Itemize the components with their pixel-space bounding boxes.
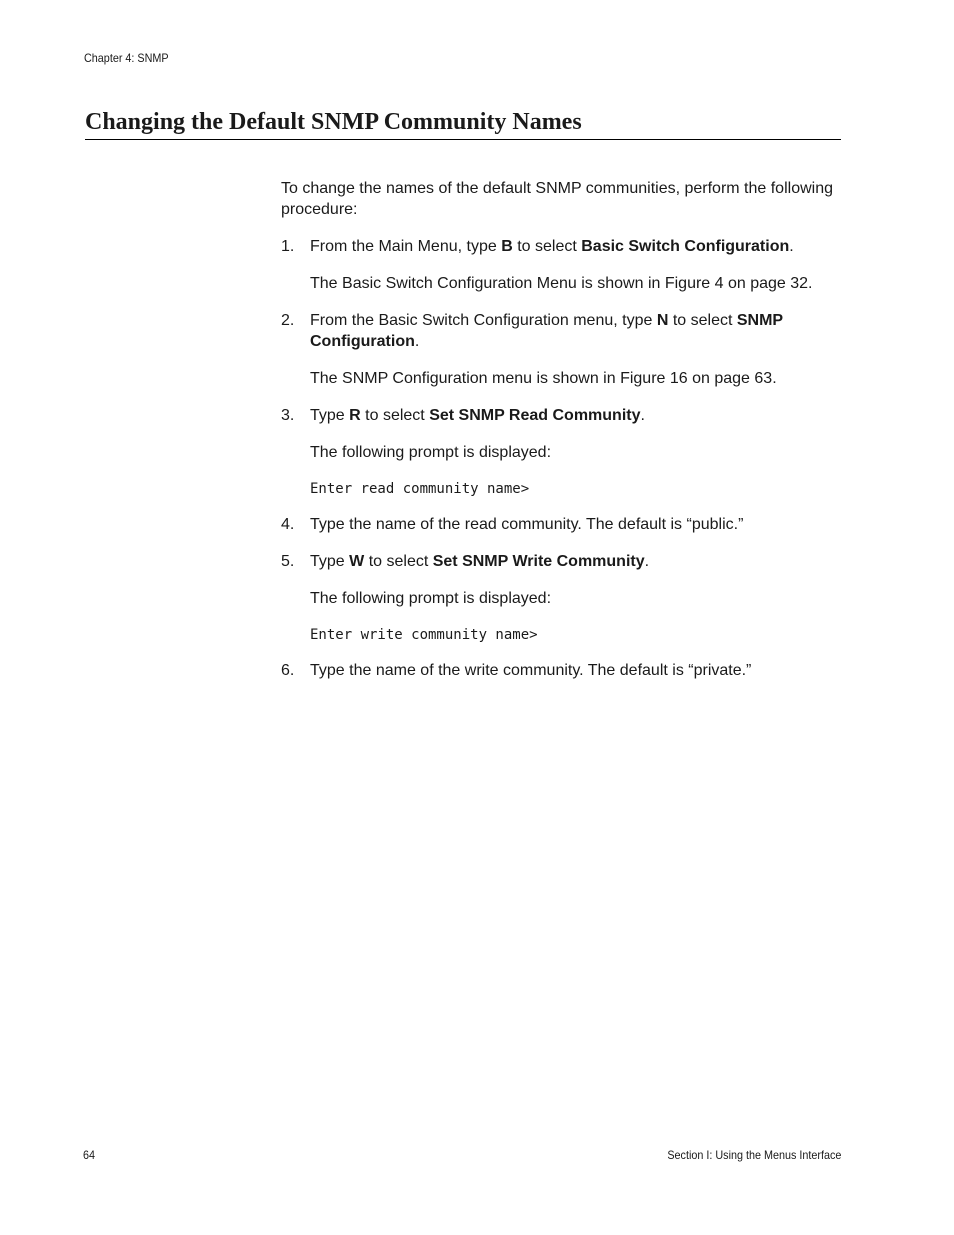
step-number: 2.	[281, 312, 295, 329]
procedure-body	[281, 178, 841, 697]
intro-paragraph: To change the names of the default SNMP communities, perform the following procedure:	[281, 180, 833, 218]
step-note: The SNMP Configuration menu is shown in Figure 16 on page 63.	[310, 370, 777, 387]
step-instruction: From the Basic Switch Configuration menu, type N to select SNMP Configuration.	[310, 312, 783, 350]
menu-option: Set SNMP Write Community	[432, 553, 645, 570]
prompt-code: Enter write community name>	[310, 627, 538, 643]
step-instruction: Type the name of the write community. The default is “private.”	[310, 662, 752, 679]
footer-section: Section I: Using the Menus Interface	[666, 1148, 841, 1162]
menu-key: B	[501, 238, 513, 255]
page-number: 64	[83, 1148, 96, 1162]
menu-option: SNMP Configuration	[310, 312, 783, 350]
section-title: Changing the Default SNMP Community Names	[85, 107, 841, 140]
step-number: 4.	[281, 516, 295, 533]
running-header: Chapter 4: SNMP	[84, 51, 169, 65]
step-2	[281, 310, 841, 389]
step-number: 1.	[281, 238, 295, 255]
menu-key: N	[656, 312, 669, 329]
step-number: 3.	[281, 407, 295, 424]
prompt-code: Enter read community name>	[310, 481, 530, 497]
step-4	[281, 514, 841, 535]
step-1	[281, 236, 841, 294]
step-note: The following prompt is displayed:	[310, 590, 552, 607]
step-instruction: From the Main Menu, type B to select Basic Switch Configuration.	[310, 238, 794, 255]
step-instruction: Type R to select Set SNMP Read Community.	[310, 407, 645, 424]
step-number: 6.	[281, 662, 295, 679]
step-note: The Basic Switch Configuration Menu is shown in Figure 4 on page 32.	[310, 275, 813, 292]
step-6	[281, 660, 841, 681]
step-instruction: Type W to select Set SNMP Write Community.	[310, 553, 650, 570]
menu-key: W	[349, 553, 365, 570]
menu-option: Set SNMP Read Community	[429, 407, 641, 424]
step-5	[281, 551, 841, 645]
step-instruction: Type the name of the read community. The default is “public.”	[310, 516, 744, 533]
step-number: 5.	[281, 553, 295, 570]
menu-option: Basic Switch Configuration	[581, 238, 790, 255]
procedure-steps	[281, 236, 841, 681]
menu-key: R	[349, 407, 361, 424]
step-3	[281, 405, 841, 499]
step-note: The following prompt is displayed:	[310, 444, 552, 461]
